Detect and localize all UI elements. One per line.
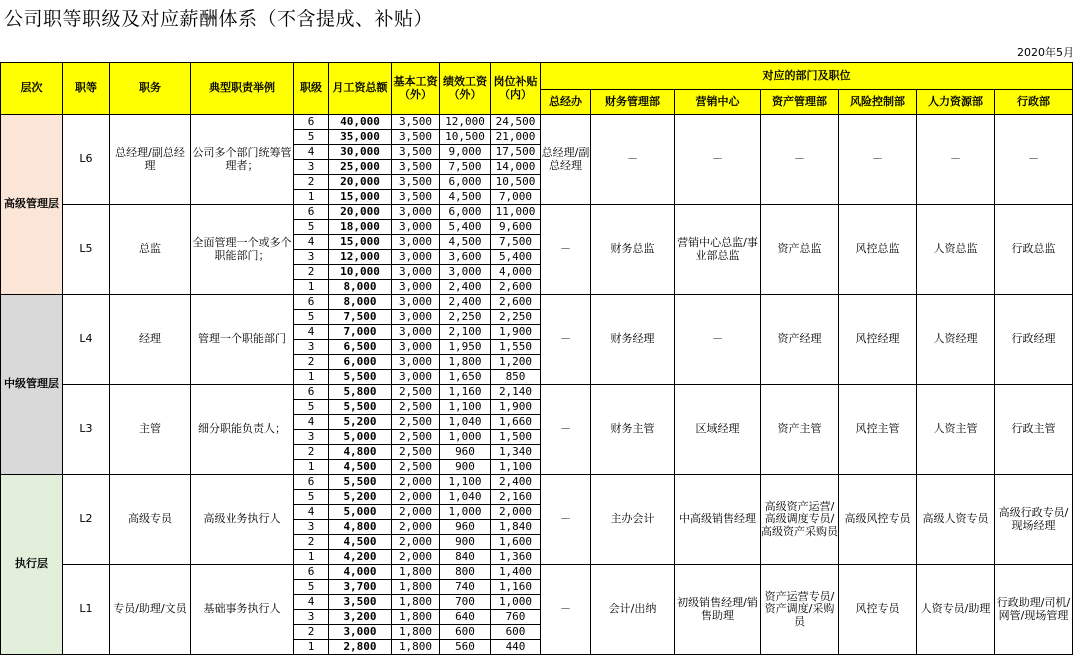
tier-label: 高级管理层 xyxy=(1,115,63,295)
monthly-total-cell: 5,500 xyxy=(329,400,392,415)
level-cell: 1 xyxy=(294,460,329,475)
perf-cell: 960 xyxy=(440,445,491,460)
dept-position-cell: 行政经理 xyxy=(995,295,1073,385)
position-cell: 经理 xyxy=(110,295,191,385)
level-cell: 2 xyxy=(294,535,329,550)
level-cell: 1 xyxy=(294,370,329,385)
perf-cell: 1,950 xyxy=(440,340,491,355)
allowance-cell: 1,660 xyxy=(491,415,541,430)
perf-cell: 5,400 xyxy=(440,220,491,235)
level-cell: 3 xyxy=(294,610,329,625)
dept-position-cell: 资产总监 xyxy=(761,205,839,295)
base-cell: 3,000 xyxy=(392,340,440,355)
table-row xyxy=(1,295,1073,310)
dept-position-cell: 人资主管 xyxy=(917,385,995,475)
level-cell: 5 xyxy=(294,580,329,595)
allowance-cell: 600 xyxy=(491,625,541,640)
dept-position-cell: － xyxy=(995,115,1073,205)
monthly-total-cell: 3,700 xyxy=(329,580,392,595)
allowance-cell: 1,000 xyxy=(491,595,541,610)
header-monthly-total: 月工资总额 xyxy=(329,63,392,115)
dept-position-cell: 区域经理 xyxy=(675,385,761,475)
base-cell: 3,000 xyxy=(392,295,440,310)
perf-cell: 12,000 xyxy=(440,115,491,130)
dept-position-cell: 主办会计 xyxy=(591,475,675,565)
level-cell: 3 xyxy=(294,250,329,265)
allowance-cell: 2,600 xyxy=(491,280,541,295)
monthly-total-cell: 3,500 xyxy=(329,595,392,610)
perf-cell: 1,100 xyxy=(440,400,491,415)
duty-cell: 管理一个职能部门 xyxy=(191,295,294,385)
level-cell: 4 xyxy=(294,415,329,430)
dept-position-cell: － xyxy=(541,565,591,655)
dept-position-cell: 会计/出纳 xyxy=(591,565,675,655)
perf-cell: 560 xyxy=(440,640,491,655)
allowance-cell: 1,600 xyxy=(491,535,541,550)
date-label: 2020年5月 xyxy=(1017,46,1074,59)
dept-position-cell: 人资总监 xyxy=(917,205,995,295)
level-cell: 5 xyxy=(294,310,329,325)
header-dept: 营销中心 xyxy=(675,90,761,115)
grade-cell: L2 xyxy=(63,475,110,565)
duty-cell: 公司多个部门统筹管理者； xyxy=(191,115,294,205)
allowance-cell: 760 xyxy=(491,610,541,625)
base-cell: 2,000 xyxy=(392,535,440,550)
base-cell: 2,500 xyxy=(392,400,440,415)
dept-position-cell: － xyxy=(917,115,995,205)
monthly-total-cell: 10,000 xyxy=(329,265,392,280)
base-cell: 3,500 xyxy=(392,130,440,145)
level-cell: 1 xyxy=(294,280,329,295)
dept-position-cell: 风控总监 xyxy=(839,205,917,295)
duty-cell: 细分职能负责人； xyxy=(191,385,294,475)
level-cell: 2 xyxy=(294,355,329,370)
perf-cell: 840 xyxy=(440,550,491,565)
perf-cell: 7,500 xyxy=(440,160,491,175)
salary-table xyxy=(0,62,1073,655)
base-cell: 3,000 xyxy=(392,280,440,295)
perf-cell: 4,500 xyxy=(440,235,491,250)
base-cell: 3,000 xyxy=(392,205,440,220)
monthly-total-cell: 25,000 xyxy=(329,160,392,175)
level-cell: 2 xyxy=(294,265,329,280)
perf-cell: 4,500 xyxy=(440,190,491,205)
monthly-total-cell: 5,500 xyxy=(329,370,392,385)
base-cell: 1,800 xyxy=(392,595,440,610)
monthly-total-cell: 4,000 xyxy=(329,565,392,580)
base-cell: 3,000 xyxy=(392,265,440,280)
base-cell: 3,000 xyxy=(392,355,440,370)
base-cell: 2,000 xyxy=(392,550,440,565)
allowance-cell: 1,900 xyxy=(491,325,541,340)
perf-cell: 2,400 xyxy=(440,295,491,310)
tier-label: 执行层 xyxy=(1,475,63,655)
monthly-total-cell: 20,000 xyxy=(329,175,392,190)
monthly-total-cell: 7,500 xyxy=(329,310,392,325)
dept-position-cell: 高级人资专员 xyxy=(917,475,995,565)
dept-position-cell: 总经理/副总经理 xyxy=(541,115,591,205)
allowance-cell: 2,140 xyxy=(491,385,541,400)
level-cell: 4 xyxy=(294,325,329,340)
dept-position-cell: 初级销售经理/销售助理 xyxy=(675,565,761,655)
base-cell: 1,800 xyxy=(392,565,440,580)
header-tier: 层次 xyxy=(1,63,63,115)
perf-cell: 1,650 xyxy=(440,370,491,385)
perf-cell: 1,800 xyxy=(440,355,491,370)
base-cell: 2,500 xyxy=(392,385,440,400)
dept-position-cell: 资产主管 xyxy=(761,385,839,475)
duty-cell: 高级业务执行人 xyxy=(191,475,294,565)
monthly-total-cell: 5,800 xyxy=(329,385,392,400)
dept-position-cell: 人资专员/助理 xyxy=(917,565,995,655)
dept-position-cell: 资产运营专员/资产调度/采购员 xyxy=(761,565,839,655)
monthly-total-cell: 20,000 xyxy=(329,205,392,220)
dept-position-cell: 财务主管 xyxy=(591,385,675,475)
monthly-total-cell: 2,800 xyxy=(329,640,392,655)
monthly-total-cell: 5,000 xyxy=(329,505,392,520)
monthly-total-cell: 5,000 xyxy=(329,430,392,445)
allowance-cell: 7,000 xyxy=(491,190,541,205)
level-cell: 1 xyxy=(294,550,329,565)
monthly-total-cell: 4,800 xyxy=(329,445,392,460)
monthly-total-cell: 6,500 xyxy=(329,340,392,355)
header-dept: 风险控制部 xyxy=(839,90,917,115)
position-cell: 主管 xyxy=(110,385,191,475)
allowance-cell: 1,160 xyxy=(491,580,541,595)
header-base: 基本工资（外） xyxy=(392,63,440,115)
allowance-cell: 1,100 xyxy=(491,460,541,475)
allowance-cell: 7,500 xyxy=(491,235,541,250)
perf-cell: 1,000 xyxy=(440,505,491,520)
monthly-total-cell: 3,000 xyxy=(329,625,392,640)
level-cell: 2 xyxy=(294,445,329,460)
allowance-cell: 11,000 xyxy=(491,205,541,220)
perf-cell: 2,400 xyxy=(440,280,491,295)
monthly-total-cell: 4,200 xyxy=(329,550,392,565)
perf-cell: 1,160 xyxy=(440,385,491,400)
dept-position-cell: 风控主管 xyxy=(839,385,917,475)
dept-position-cell: － xyxy=(839,115,917,205)
perf-cell: 960 xyxy=(440,520,491,535)
allowance-cell: 21,000 xyxy=(491,130,541,145)
base-cell: 3,000 xyxy=(392,220,440,235)
level-cell: 5 xyxy=(294,400,329,415)
level-cell: 3 xyxy=(294,340,329,355)
allowance-cell: 1,200 xyxy=(491,355,541,370)
allowance-cell: 1,840 xyxy=(491,520,541,535)
monthly-total-cell: 30,000 xyxy=(329,145,392,160)
grade-cell: L5 xyxy=(63,205,110,295)
base-cell: 3,500 xyxy=(392,175,440,190)
allowance-cell: 1,900 xyxy=(491,400,541,415)
base-cell: 1,800 xyxy=(392,610,440,625)
dept-position-cell: 高级行政专员/现场经理 xyxy=(995,475,1073,565)
allowance-cell: 2,000 xyxy=(491,505,541,520)
sheet-title: 公司职等职级及对应薪酬体系（不含提成、补贴） xyxy=(4,8,434,30)
dept-position-cell: 中高级销售经理 xyxy=(675,475,761,565)
table-row xyxy=(1,115,1073,130)
monthly-total-cell: 8,000 xyxy=(329,295,392,310)
allowance-cell: 850 xyxy=(491,370,541,385)
base-cell: 3,500 xyxy=(392,190,440,205)
header-depts-title: 对应的部门及职位 xyxy=(541,63,1073,90)
base-cell: 3,000 xyxy=(392,310,440,325)
base-cell: 3,000 xyxy=(392,370,440,385)
base-cell: 2,000 xyxy=(392,505,440,520)
perf-cell: 640 xyxy=(440,610,491,625)
dept-position-cell: 风控专员 xyxy=(839,565,917,655)
position-cell: 总经理/副总经理 xyxy=(110,115,191,205)
allowance-cell: 24,500 xyxy=(491,115,541,130)
grade-cell: L4 xyxy=(63,295,110,385)
monthly-total-cell: 7,000 xyxy=(329,325,392,340)
dept-position-cell: － xyxy=(761,115,839,205)
header-allowance: 岗位补贴（内） xyxy=(491,63,541,115)
base-cell: 2,000 xyxy=(392,475,440,490)
dept-position-cell: － xyxy=(541,205,591,295)
level-cell: 6 xyxy=(294,295,329,310)
level-cell: 4 xyxy=(294,505,329,520)
dept-position-cell: － xyxy=(675,115,761,205)
dept-position-cell: 财务总监 xyxy=(591,205,675,295)
perf-cell: 800 xyxy=(440,565,491,580)
header-dept: 总经办 xyxy=(541,90,591,115)
header-dept: 行政部 xyxy=(995,90,1073,115)
table-row xyxy=(1,565,1073,580)
header-grade: 职等 xyxy=(63,63,110,115)
dept-position-cell: － xyxy=(675,295,761,385)
duty-cell: 全面管理一个或多个职能部门； xyxy=(191,205,294,295)
perf-cell: 6,000 xyxy=(440,205,491,220)
monthly-total-cell: 4,500 xyxy=(329,460,392,475)
dept-position-cell: 财务经理 xyxy=(591,295,675,385)
allowance-cell: 440 xyxy=(491,640,541,655)
table-row xyxy=(1,205,1073,220)
position-cell: 专员/助理/文员 xyxy=(110,565,191,655)
allowance-cell: 2,600 xyxy=(491,295,541,310)
grade-cell: L1 xyxy=(63,565,110,655)
monthly-total-cell: 8,000 xyxy=(329,280,392,295)
base-cell: 3,000 xyxy=(392,235,440,250)
allowance-cell: 2,250 xyxy=(491,310,541,325)
dept-position-cell: 风控经理 xyxy=(839,295,917,385)
allowance-cell: 2,400 xyxy=(491,475,541,490)
level-cell: 6 xyxy=(294,385,329,400)
dept-position-cell: 高级风控专员 xyxy=(839,475,917,565)
level-cell: 4 xyxy=(294,145,329,160)
position-cell: 总监 xyxy=(110,205,191,295)
level-cell: 3 xyxy=(294,430,329,445)
allowance-cell: 9,600 xyxy=(491,220,541,235)
perf-cell: 6,000 xyxy=(440,175,491,190)
tier-label: 中级管理层 xyxy=(1,295,63,475)
monthly-total-cell: 4,800 xyxy=(329,520,392,535)
perf-cell: 1,040 xyxy=(440,490,491,505)
level-cell: 5 xyxy=(294,220,329,235)
level-cell: 6 xyxy=(294,565,329,580)
allowance-cell: 17,500 xyxy=(491,145,541,160)
level-cell: 3 xyxy=(294,160,329,175)
level-cell: 5 xyxy=(294,490,329,505)
perf-cell: 2,100 xyxy=(440,325,491,340)
monthly-total-cell: 35,000 xyxy=(329,130,392,145)
table-row xyxy=(1,475,1073,490)
header-dept: 资产管理部 xyxy=(761,90,839,115)
monthly-total-cell: 6,000 xyxy=(329,355,392,370)
dept-position-cell: 行政总监 xyxy=(995,205,1073,295)
level-cell: 2 xyxy=(294,625,329,640)
header-position: 职务 xyxy=(110,63,191,115)
base-cell: 2,000 xyxy=(392,520,440,535)
grade-cell: L3 xyxy=(63,385,110,475)
allowance-cell: 14,000 xyxy=(491,160,541,175)
grade-cell: L6 xyxy=(63,115,110,205)
allowance-cell: 1,550 xyxy=(491,340,541,355)
base-cell: 1,800 xyxy=(392,640,440,655)
base-cell: 3,500 xyxy=(392,160,440,175)
perf-cell: 9,000 xyxy=(440,145,491,160)
monthly-total-cell: 5,500 xyxy=(329,475,392,490)
level-cell: 1 xyxy=(294,640,329,655)
base-cell: 1,800 xyxy=(392,625,440,640)
allowance-cell: 1,500 xyxy=(491,430,541,445)
allowance-cell: 1,400 xyxy=(491,565,541,580)
monthly-total-cell: 4,500 xyxy=(329,535,392,550)
dept-position-cell: － xyxy=(541,295,591,385)
dept-position-cell: － xyxy=(591,115,675,205)
duty-cell: 基础事务执行人 xyxy=(191,565,294,655)
level-cell: 4 xyxy=(294,235,329,250)
dept-position-cell: 行政主管 xyxy=(995,385,1073,475)
dept-position-cell: － xyxy=(541,385,591,475)
level-cell: 6 xyxy=(294,205,329,220)
allowance-cell: 5,400 xyxy=(491,250,541,265)
base-cell: 3,500 xyxy=(392,145,440,160)
perf-cell: 1,100 xyxy=(440,475,491,490)
perf-cell: 900 xyxy=(440,535,491,550)
dept-position-cell: 营销中心总监/事业部总监 xyxy=(675,205,761,295)
perf-cell: 740 xyxy=(440,580,491,595)
allowance-cell: 2,160 xyxy=(491,490,541,505)
header-perf: 绩效工资（外） xyxy=(440,63,491,115)
dept-position-cell: 行政助理/司机/网管/现场管理 xyxy=(995,565,1073,655)
perf-cell: 3,600 xyxy=(440,250,491,265)
monthly-total-cell: 3,200 xyxy=(329,610,392,625)
monthly-total-cell: 5,200 xyxy=(329,415,392,430)
monthly-total-cell: 18,000 xyxy=(329,220,392,235)
perf-cell: 3,000 xyxy=(440,265,491,280)
level-cell: 3 xyxy=(294,520,329,535)
base-cell: 2,000 xyxy=(392,490,440,505)
header-dept: 人力资源部 xyxy=(917,90,995,115)
monthly-total-cell: 12,000 xyxy=(329,250,392,265)
base-cell: 2,500 xyxy=(392,415,440,430)
perf-cell: 900 xyxy=(440,460,491,475)
level-cell: 4 xyxy=(294,595,329,610)
base-cell: 2,500 xyxy=(392,460,440,475)
monthly-total-cell: 5,200 xyxy=(329,490,392,505)
base-cell: 2,500 xyxy=(392,430,440,445)
allowance-cell: 1,340 xyxy=(491,445,541,460)
dept-position-cell: 资产经理 xyxy=(761,295,839,385)
header-duty: 典型职责举例 xyxy=(191,63,294,115)
position-cell: 高级专员 xyxy=(110,475,191,565)
base-cell: 3,000 xyxy=(392,325,440,340)
perf-cell: 1,040 xyxy=(440,415,491,430)
monthly-total-cell: 15,000 xyxy=(329,190,392,205)
base-cell: 1,800 xyxy=(392,580,440,595)
perf-cell: 600 xyxy=(440,625,491,640)
dept-position-cell: 人资经理 xyxy=(917,295,995,385)
base-cell: 3,500 xyxy=(392,115,440,130)
base-cell: 2,500 xyxy=(392,445,440,460)
allowance-cell: 4,000 xyxy=(491,265,541,280)
monthly-total-cell: 15,000 xyxy=(329,235,392,250)
allowance-cell: 10,500 xyxy=(491,175,541,190)
level-cell: 6 xyxy=(294,475,329,490)
perf-cell: 1,000 xyxy=(440,430,491,445)
level-cell: 6 xyxy=(294,115,329,130)
base-cell: 3,000 xyxy=(392,250,440,265)
dept-position-cell: 高级资产运营/高级调度专员/高级资产采购员 xyxy=(761,475,839,565)
perf-cell: 10,500 xyxy=(440,130,491,145)
header-dept: 财务管理部 xyxy=(591,90,675,115)
dept-position-cell: － xyxy=(541,475,591,565)
perf-cell: 700 xyxy=(440,595,491,610)
monthly-total-cell: 40,000 xyxy=(329,115,392,130)
level-cell: 2 xyxy=(294,175,329,190)
allowance-cell: 1,360 xyxy=(491,550,541,565)
level-cell: 1 xyxy=(294,190,329,205)
perf-cell: 2,250 xyxy=(440,310,491,325)
header-level: 职级 xyxy=(294,63,329,115)
level-cell: 5 xyxy=(294,130,329,145)
table-row xyxy=(1,385,1073,400)
